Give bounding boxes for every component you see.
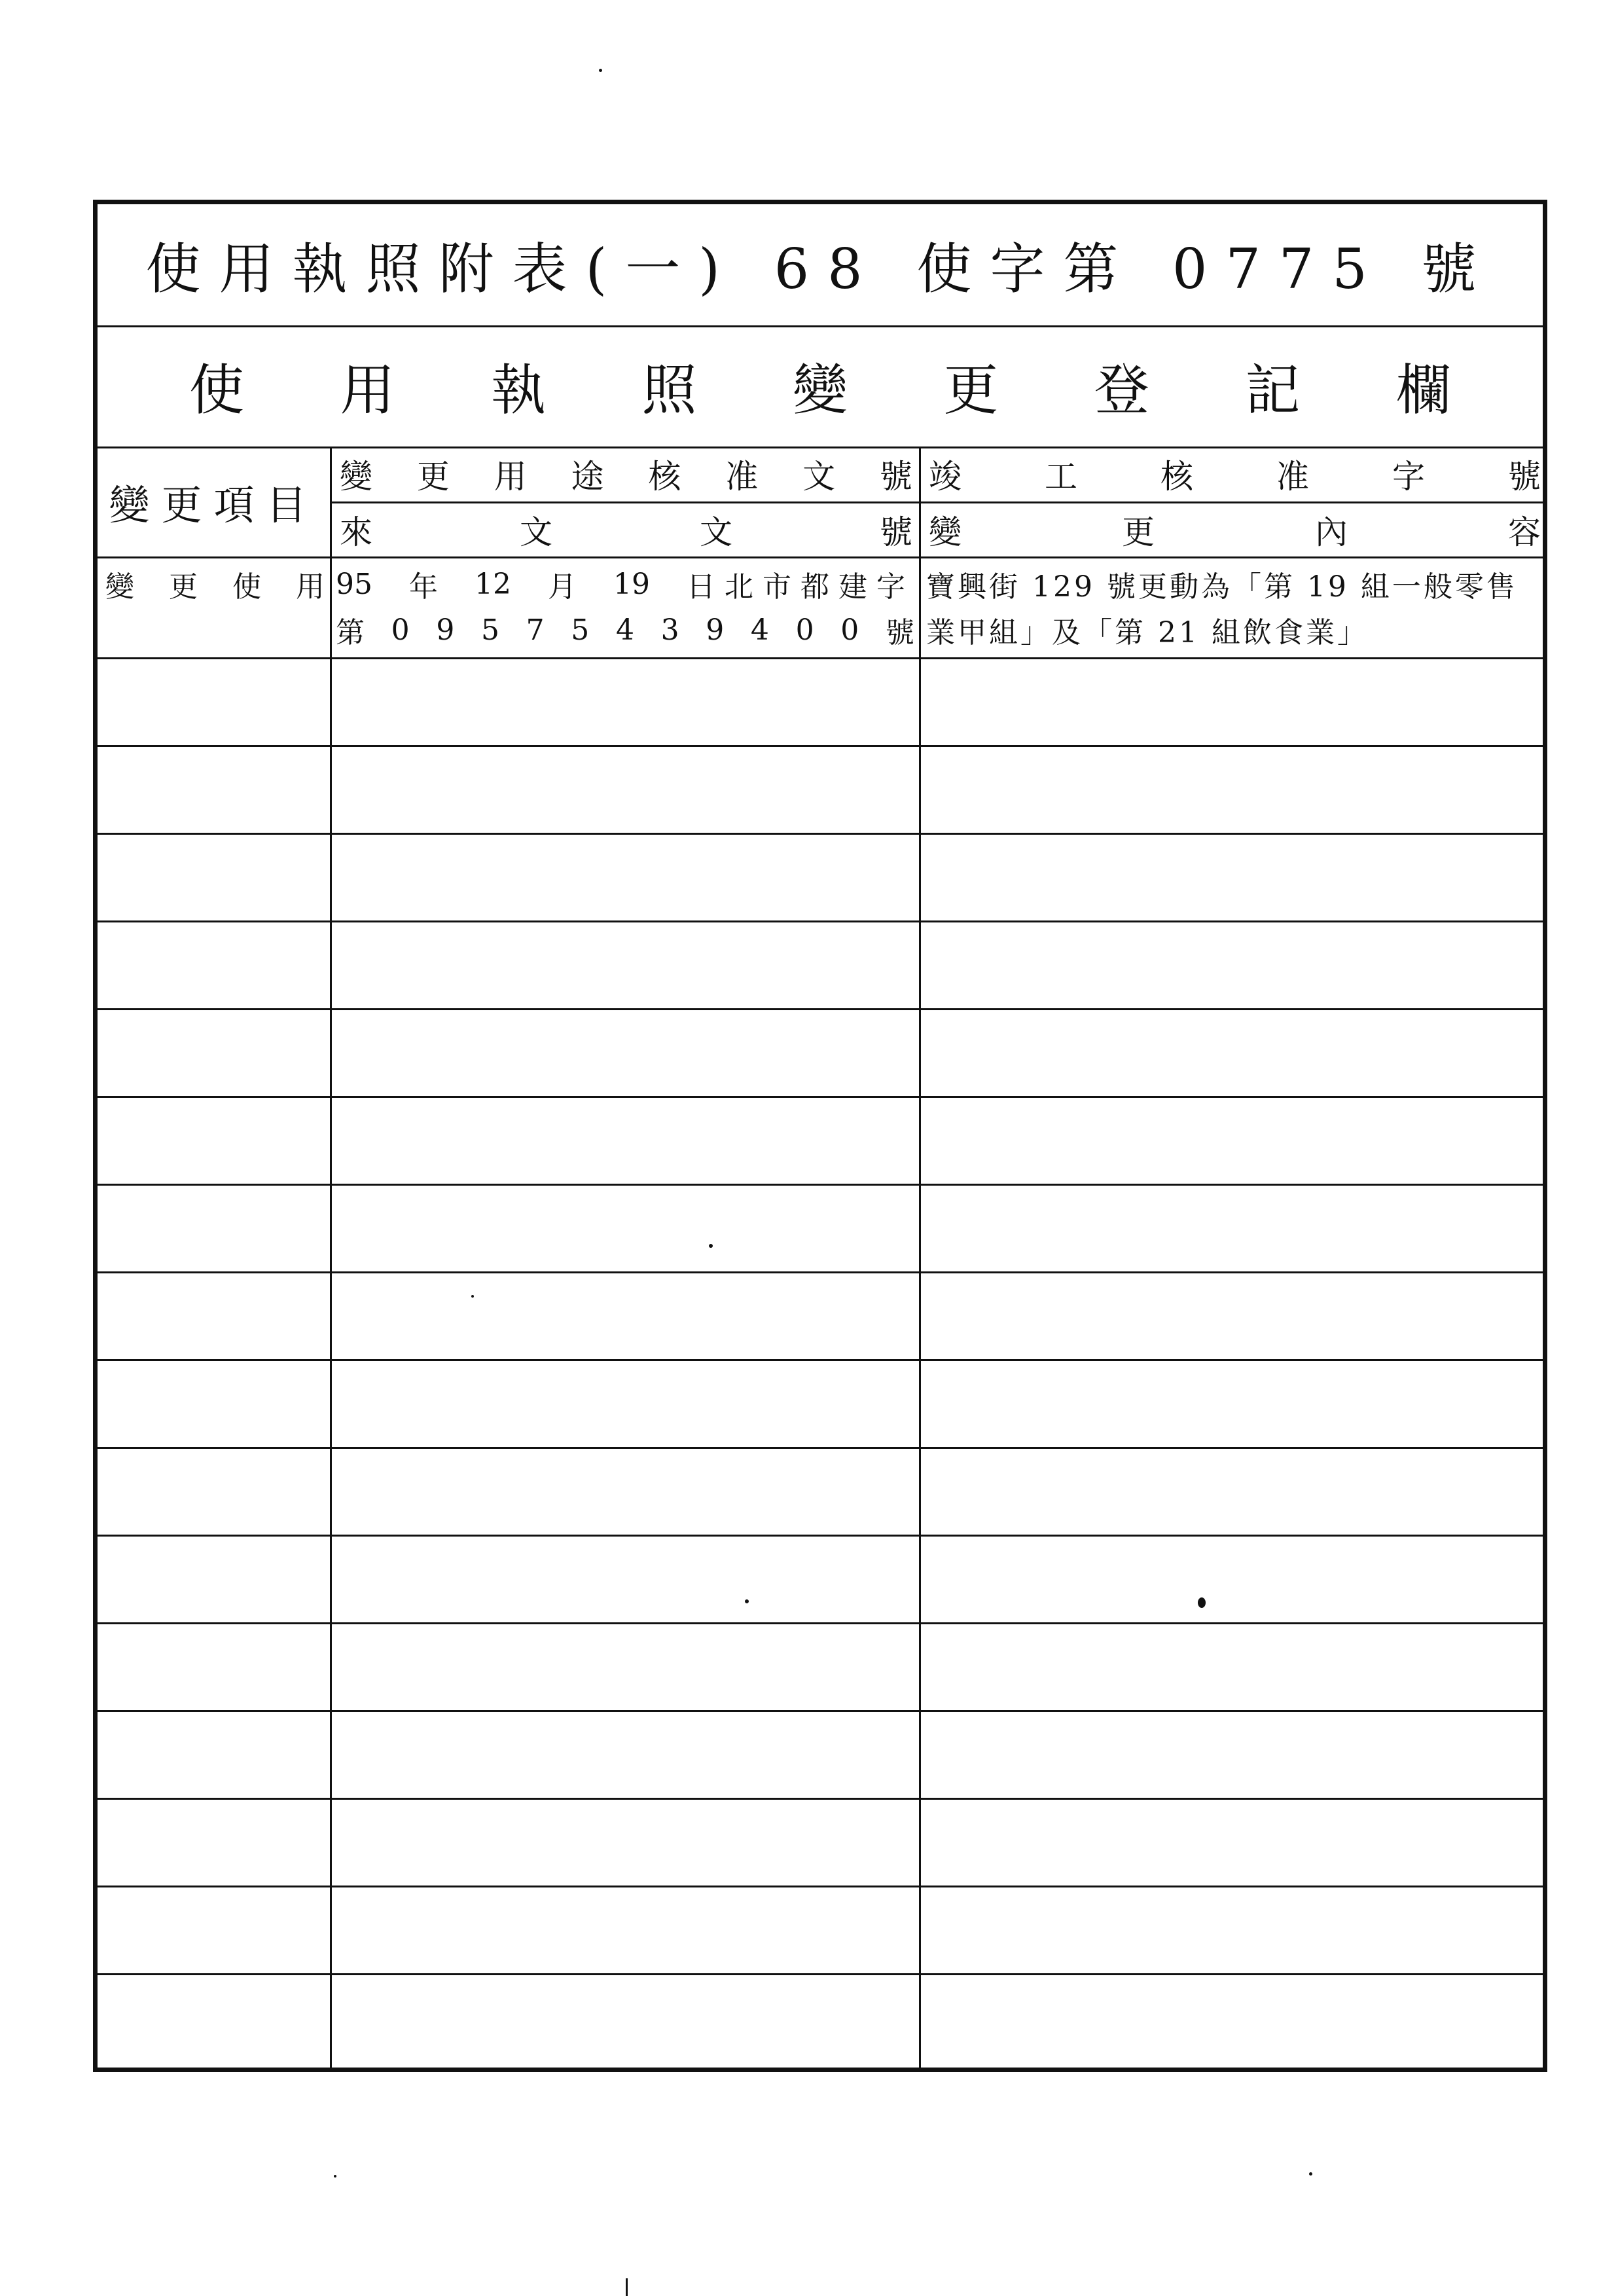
column-header-change-content bbox=[929, 503, 1541, 556]
row-doc-line-1 bbox=[336, 561, 914, 607]
scan-speck bbox=[709, 1244, 713, 1248]
scan-mark bbox=[626, 2278, 628, 2296]
scan-speck bbox=[471, 1295, 474, 1298]
doc-token: 年 bbox=[409, 570, 438, 604]
scan-speck bbox=[599, 69, 602, 72]
doc-token: 5 bbox=[480, 613, 499, 647]
doc-token: 日北市都建字 bbox=[687, 570, 914, 604]
blank-row-divider bbox=[98, 1096, 1543, 1098]
header-char: 字 bbox=[1392, 458, 1425, 496]
blank-row-divider bbox=[98, 745, 1543, 747]
header-char: 號 bbox=[879, 458, 912, 496]
column-header-incoming-no bbox=[340, 503, 912, 556]
doc-token: 3 bbox=[660, 613, 679, 647]
blank-row-divider bbox=[98, 1710, 1543, 1712]
header-char: 工 bbox=[1045, 458, 1077, 496]
heading-char: 照 bbox=[641, 358, 697, 422]
row-change-item bbox=[105, 561, 325, 607]
scan-speck bbox=[1198, 1597, 1206, 1608]
row-doc-line-2 bbox=[336, 607, 914, 653]
column-header-completion-no bbox=[929, 446, 1541, 501]
section-heading bbox=[189, 329, 1451, 443]
blank-row-divider bbox=[98, 1622, 1543, 1624]
heading-char: 欄 bbox=[1395, 358, 1451, 422]
blank-row-divider bbox=[98, 1535, 1543, 1537]
blank-row-divider bbox=[98, 1798, 1543, 1800]
blank-row-divider bbox=[98, 1008, 1543, 1010]
doc-token: 5 bbox=[571, 613, 590, 647]
header-char: 來 bbox=[340, 513, 372, 551]
doc-token: 0 bbox=[391, 613, 410, 647]
item-char: 變 bbox=[105, 570, 134, 604]
heading-char: 執 bbox=[490, 358, 546, 422]
doc-token: 9 bbox=[706, 613, 725, 647]
doc-token: 9 bbox=[436, 613, 455, 647]
header-char: 容 bbox=[1508, 513, 1541, 551]
header-char: 文 bbox=[802, 458, 836, 496]
heading-char: 更 bbox=[943, 358, 999, 422]
usage-license-attachment-form bbox=[93, 200, 1547, 2072]
doc-token: 95 bbox=[336, 567, 372, 601]
scan-speck bbox=[1309, 2172, 1312, 2176]
column-divider-1 bbox=[330, 446, 332, 2068]
header-char: 號 bbox=[880, 513, 912, 551]
row-content-line-2: 業甲組」及「第 21 組飲食業」 bbox=[926, 616, 1369, 649]
doc-token: 7 bbox=[526, 613, 545, 647]
column-header-change-item: 變更項目 bbox=[109, 481, 319, 529]
header-char: 途 bbox=[571, 458, 604, 496]
header-char: 竣 bbox=[929, 458, 962, 496]
heading-char: 變 bbox=[792, 358, 848, 422]
row-divider bbox=[98, 657, 1543, 659]
blank-row-divider bbox=[98, 1886, 1543, 1887]
header-char: 文 bbox=[520, 513, 552, 551]
doc-token: 第 bbox=[336, 616, 365, 649]
blank-row-divider bbox=[98, 1359, 1543, 1361]
header-char: 更 bbox=[416, 458, 450, 496]
blank-row-divider bbox=[98, 1271, 1543, 1273]
header-char: 變 bbox=[340, 458, 372, 496]
blank-row-divider bbox=[98, 1447, 1543, 1449]
form-title: 使用執照附表(一) 68 使字第 0775 號 bbox=[145, 237, 1495, 301]
header-char: 變 bbox=[929, 513, 962, 551]
row-content-line-1: 寶興街 129 號更動為「第 19 組一般零售 bbox=[926, 570, 1518, 604]
doc-token: 月 bbox=[548, 570, 577, 604]
item-char: 用 bbox=[296, 570, 325, 604]
header-bottom-divider bbox=[98, 556, 1543, 558]
blank-row-divider bbox=[98, 920, 1543, 922]
blank-row-divider bbox=[98, 833, 1543, 835]
title-divider bbox=[98, 325, 1543, 327]
header-char: 更 bbox=[1122, 513, 1155, 551]
header-char: 准 bbox=[1276, 458, 1309, 496]
blank-row-divider bbox=[98, 1184, 1543, 1186]
heading-char: 使 bbox=[189, 358, 245, 422]
doc-token: 0 bbox=[840, 613, 859, 647]
scan-speck bbox=[745, 1599, 749, 1603]
header-char: 號 bbox=[1508, 458, 1541, 496]
blank-row-divider bbox=[98, 1973, 1543, 1975]
doc-token: 0 bbox=[795, 613, 814, 647]
header-char: 核 bbox=[648, 458, 681, 496]
column-divider-2 bbox=[919, 446, 921, 2068]
heading-char: 用 bbox=[340, 358, 395, 422]
heading-char: 登 bbox=[1094, 358, 1149, 422]
doc-token: 12 bbox=[475, 567, 511, 601]
doc-token: 4 bbox=[615, 613, 634, 647]
item-char: 更 bbox=[169, 570, 198, 604]
heading-char: 記 bbox=[1245, 358, 1301, 422]
header-char: 准 bbox=[725, 458, 759, 496]
doc-token: 號 bbox=[885, 616, 914, 649]
header-char: 核 bbox=[1160, 458, 1193, 496]
header-char: 用 bbox=[494, 458, 527, 496]
header-char: 內 bbox=[1315, 513, 1348, 551]
doc-token: 4 bbox=[750, 613, 769, 647]
header-char: 文 bbox=[700, 513, 732, 551]
item-char: 使 bbox=[232, 570, 261, 604]
scan-speck bbox=[334, 2175, 336, 2178]
column-header-approval-no bbox=[340, 446, 912, 501]
doc-token: 19 bbox=[613, 567, 650, 601]
